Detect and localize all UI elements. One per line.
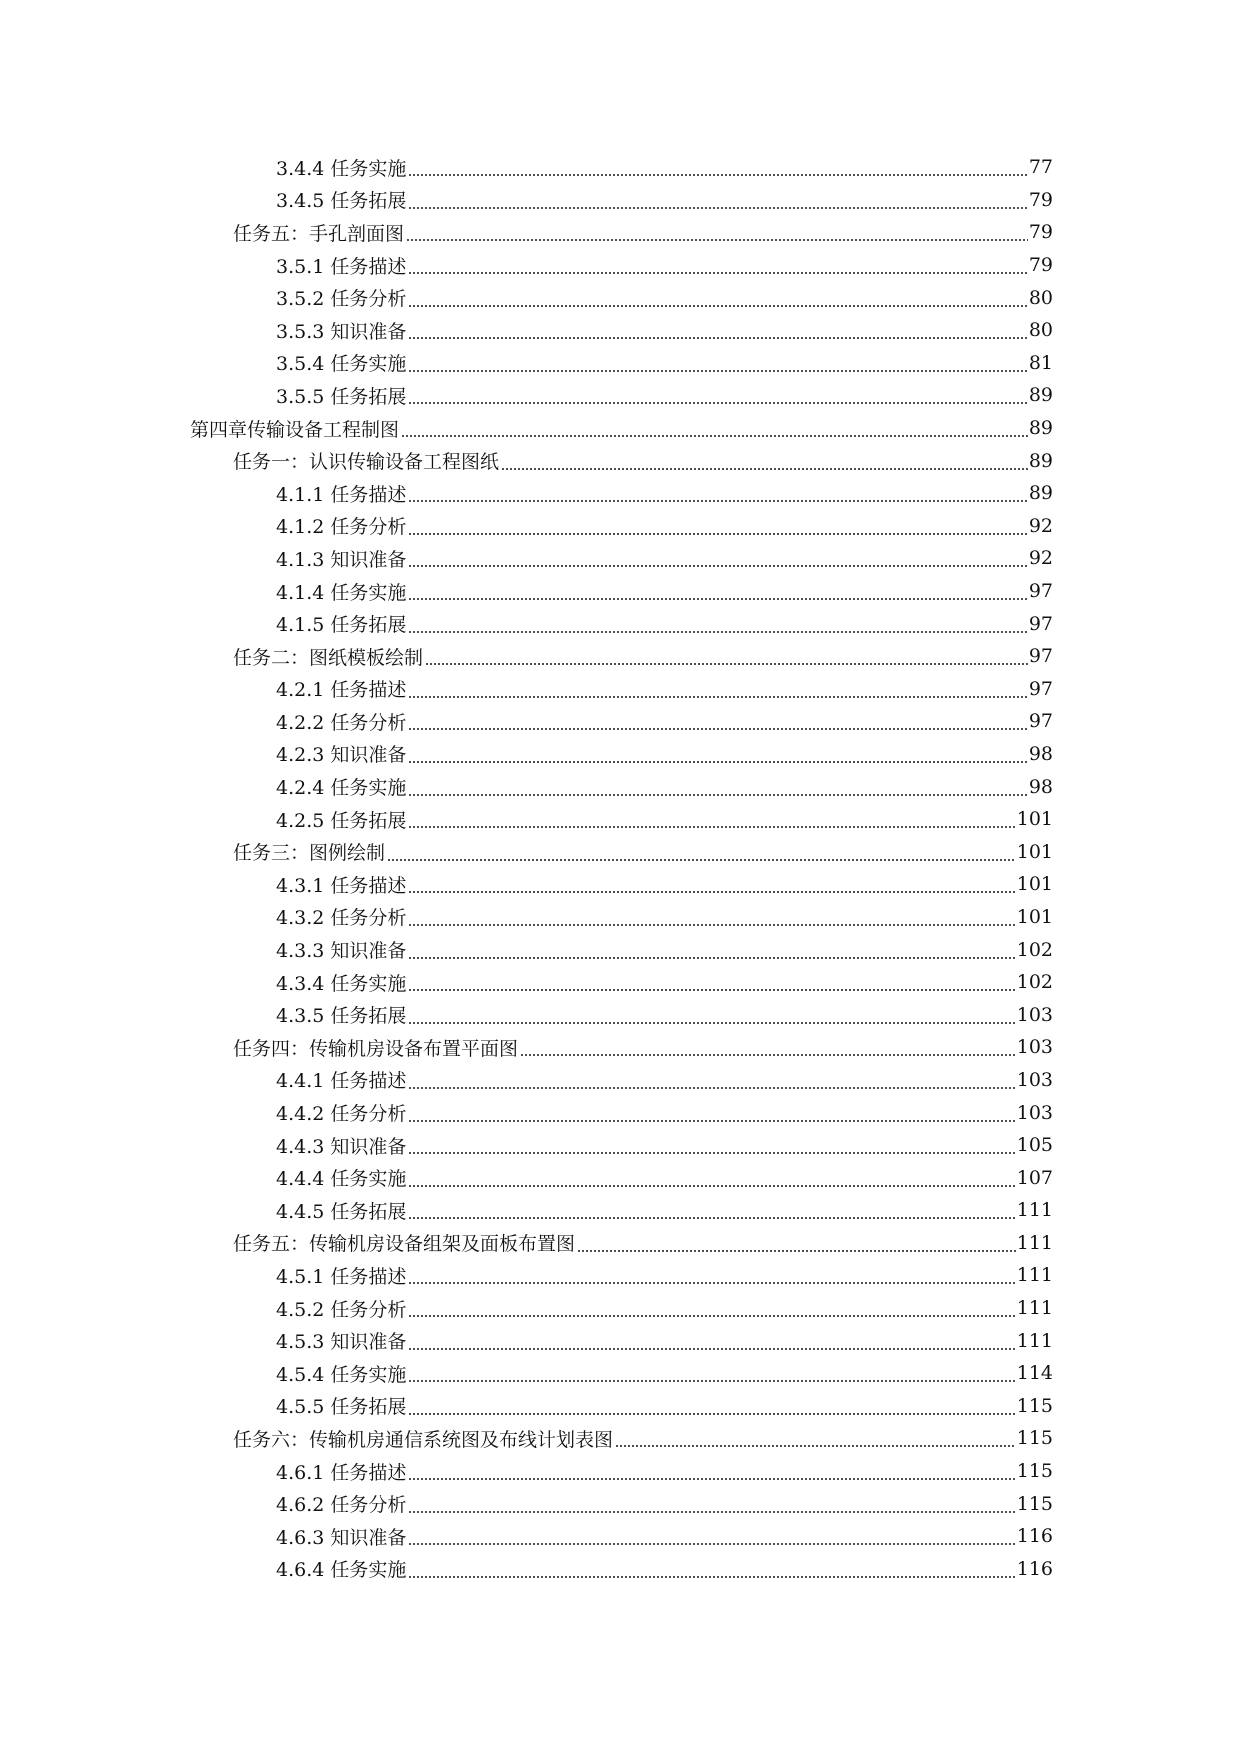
toc-entry[interactable] xyxy=(0,1031,1240,1064)
dot-leader xyxy=(408,971,1015,993)
dot-leader xyxy=(501,450,1028,472)
toc-entry-title: 4.1.2 任务分析 xyxy=(276,512,407,539)
toc-entry[interactable] xyxy=(0,379,1240,412)
toc-entry-page-number: 97 xyxy=(1028,677,1053,700)
dot-leader xyxy=(408,1004,1015,1026)
toc-entry[interactable] xyxy=(0,1129,1240,1162)
toc-entry[interactable] xyxy=(0,1357,1240,1390)
toc-entry[interactable] xyxy=(0,151,1240,184)
toc-entry-page-number: 111 xyxy=(1016,1264,1053,1287)
toc-entry-title: 4.4.1 任务描述 xyxy=(276,1066,407,1093)
toc-entry[interactable] xyxy=(0,1422,1240,1455)
toc-entry-page-number: 97 xyxy=(1028,612,1053,635)
toc-entry[interactable] xyxy=(0,966,1240,999)
toc-entry-page-number: 79 xyxy=(1028,221,1053,244)
toc-entry[interactable] xyxy=(0,542,1240,575)
toc-entry-title: 3.5.3 知识准备 xyxy=(276,317,407,344)
toc-entry[interactable] xyxy=(0,1455,1240,1488)
toc-entry-title: 3.5.4 任务实施 xyxy=(276,349,407,376)
toc-entry[interactable] xyxy=(0,347,1240,380)
toc-entry-page-number: 115 xyxy=(1016,1394,1053,1417)
toc-entry-title: 4.6.4 任务实施 xyxy=(276,1555,407,1582)
toc-entry-page-number: 103 xyxy=(1016,1101,1053,1124)
toc-entry-title: 4.3.5 任务拓展 xyxy=(276,1001,407,1028)
dot-leader xyxy=(408,580,1027,602)
dot-leader xyxy=(408,1069,1015,1091)
dot-leader xyxy=(577,1232,1016,1254)
toc-entry-title: 4.1.4 任务实施 xyxy=(276,578,407,605)
toc-entry-page-number: 97 xyxy=(1028,710,1053,733)
dot-leader xyxy=(408,1362,1015,1384)
toc-entry-title: 4.2.1 任务描述 xyxy=(276,675,407,702)
toc-entry-page-number: 77 xyxy=(1028,156,1053,179)
toc-entry-title: 4.2.4 任务实施 xyxy=(276,773,407,800)
toc-entry-page-number: 97 xyxy=(1028,580,1053,603)
toc-entry-title: 4.4.3 知识准备 xyxy=(276,1132,407,1159)
toc-entry-page-number: 102 xyxy=(1016,938,1053,961)
dot-leader xyxy=(408,873,1015,895)
toc-entry-page-number: 101 xyxy=(1016,873,1053,896)
toc-entry-page-number: 111 xyxy=(1016,1297,1053,1320)
dot-leader xyxy=(408,808,1015,830)
toc-entry-page-number: 103 xyxy=(1016,1003,1053,1026)
toc-entry[interactable] xyxy=(0,1553,1240,1586)
toc-entry-title: 4.6.3 知识准备 xyxy=(276,1523,407,1550)
toc-entry-title: 4.5.3 知识准备 xyxy=(276,1327,407,1354)
toc-entry-title: 任务五：传输机房设备组架及面板布置图 xyxy=(233,1229,576,1256)
toc-entry-page-number: 79 xyxy=(1028,254,1053,277)
toc-entry-page-number: 115 xyxy=(1016,1460,1053,1483)
toc-entry-title: 第四章传输设备工程制图 xyxy=(190,415,400,442)
toc-entry-title: 任务一：认识传输设备工程图纸 xyxy=(233,447,500,474)
toc-entry[interactable] xyxy=(0,1259,1240,1292)
toc-entry-page-number: 101 xyxy=(1016,808,1053,831)
toc-entry-page-number: 102 xyxy=(1016,971,1053,994)
toc-entry-title: 4.2.3 知识准备 xyxy=(276,740,407,767)
toc-entry-page-number: 103 xyxy=(1016,1068,1053,1091)
toc-entry-title: 3.5.5 任务拓展 xyxy=(276,382,407,409)
toc-entry-title: 4.5.4 任务实施 xyxy=(276,1360,407,1387)
toc-entry-page-number: 92 xyxy=(1028,547,1053,570)
toc-entry-title: 4.3.1 任务描述 xyxy=(276,871,407,898)
toc-entry-page-number: 80 xyxy=(1028,319,1053,342)
toc-entry[interactable] xyxy=(0,444,1240,477)
dot-leader xyxy=(408,384,1027,406)
toc-entry-page-number: 114 xyxy=(1016,1362,1053,1385)
toc-entry[interactable] xyxy=(0,1227,1240,1260)
toc-entry[interactable] xyxy=(0,933,1240,966)
toc-entry-page-number: 116 xyxy=(1016,1557,1053,1580)
toc-entry-title: 任务三：图例绘制 xyxy=(233,838,386,865)
dot-leader xyxy=(408,352,1027,374)
toc-entry-page-number: 79 xyxy=(1028,188,1053,211)
toc-entry[interactable] xyxy=(0,1487,1240,1520)
toc-entry-page-number: 80 xyxy=(1028,286,1053,309)
toc-entry-page-number: 89 xyxy=(1028,417,1053,440)
toc-entry[interactable] xyxy=(0,412,1240,445)
dot-leader xyxy=(408,1460,1015,1482)
toc-entry-page-number: 92 xyxy=(1028,514,1053,537)
toc-entry[interactable] xyxy=(0,1390,1240,1423)
toc-entry-page-number: 89 xyxy=(1028,482,1053,505)
toc-entry-title: 3.5.2 任务分析 xyxy=(276,284,407,311)
dot-leader xyxy=(408,287,1027,309)
toc-entry[interactable] xyxy=(0,868,1240,901)
toc-entry[interactable] xyxy=(0,216,1240,249)
toc-entry[interactable] xyxy=(0,835,1240,868)
toc-entry-page-number: 89 xyxy=(1028,449,1053,472)
toc-entry-title: 4.1.5 任务拓展 xyxy=(276,610,407,637)
toc-entry[interactable] xyxy=(0,184,1240,217)
dot-leader xyxy=(408,906,1015,928)
toc-entry[interactable] xyxy=(0,1292,1240,1325)
toc-entry[interactable] xyxy=(0,1324,1240,1357)
toc-entry-page-number: 101 xyxy=(1016,905,1053,928)
toc-entry-title: 4.4.5 任务拓展 xyxy=(276,1197,407,1224)
toc-entry-page-number: 116 xyxy=(1016,1525,1053,1548)
dot-leader xyxy=(408,613,1027,635)
toc-entry[interactable] xyxy=(0,640,1240,673)
toc-entry[interactable] xyxy=(0,738,1240,771)
toc-entry-page-number: 111 xyxy=(1016,1199,1053,1222)
toc-entry-page-number: 97 xyxy=(1028,645,1053,668)
toc-entry-title: 4.2.5 任务拓展 xyxy=(276,806,407,833)
dot-leader xyxy=(406,221,1028,243)
dot-leader xyxy=(408,254,1027,276)
toc-entry-page-number: 98 xyxy=(1028,742,1053,765)
dot-leader xyxy=(387,841,1016,863)
table-of-contents xyxy=(0,151,1240,1585)
dot-leader xyxy=(408,710,1027,732)
toc-entry[interactable] xyxy=(0,477,1240,510)
dot-leader xyxy=(408,1493,1015,1515)
dot-leader xyxy=(408,156,1027,178)
toc-entry-title: 3.4.4 任务实施 xyxy=(276,154,407,181)
toc-entry-title: 任务六：传输机房通信系统图及布线计划表图 xyxy=(233,1425,614,1452)
dot-leader xyxy=(408,1297,1015,1319)
toc-entry[interactable] xyxy=(0,673,1240,706)
dot-leader xyxy=(408,319,1027,341)
toc-entry-title: 4.1.3 知识准备 xyxy=(276,545,407,572)
toc-entry[interactable] xyxy=(0,575,1240,608)
toc-entry[interactable] xyxy=(0,281,1240,314)
toc-entry-page-number: 111 xyxy=(1016,1329,1053,1352)
toc-entry-title: 3.4.5 任务拓展 xyxy=(276,186,407,213)
toc-entry-title: 4.6.1 任务描述 xyxy=(276,1458,407,1485)
toc-entry-title: 4.4.2 任务分析 xyxy=(276,1099,407,1126)
dot-leader xyxy=(401,417,1028,439)
toc-entry-title: 任务四：传输机房设备布置平面图 xyxy=(233,1034,519,1061)
toc-entry-title: 4.5.5 任务拓展 xyxy=(276,1392,407,1419)
toc-entry-title: 3.5.1 任务描述 xyxy=(276,252,407,279)
dot-leader xyxy=(520,1036,1016,1058)
dot-leader xyxy=(408,1525,1015,1547)
dot-leader xyxy=(408,939,1015,961)
dot-leader xyxy=(408,743,1027,765)
dot-leader xyxy=(408,678,1027,700)
toc-entry-title: 4.1.1 任务描述 xyxy=(276,480,407,507)
toc-entry-title: 4.5.2 任务分析 xyxy=(276,1295,407,1322)
dot-leader xyxy=(615,1427,1016,1449)
toc-entry-page-number: 107 xyxy=(1016,1166,1053,1189)
toc-entry-title: 4.3.3 知识准备 xyxy=(276,936,407,963)
toc-entry-page-number: 115 xyxy=(1016,1492,1053,1515)
dot-leader xyxy=(408,776,1027,798)
toc-entry[interactable] xyxy=(0,705,1240,738)
toc-entry-page-number: 98 xyxy=(1028,775,1053,798)
dot-leader xyxy=(408,1167,1015,1189)
toc-entry-title: 任务五：手孔剖面图 xyxy=(233,219,405,246)
toc-entry[interactable] xyxy=(0,249,1240,282)
dot-leader xyxy=(408,1102,1015,1124)
toc-entry[interactable] xyxy=(0,314,1240,347)
toc-entry-page-number: 81 xyxy=(1028,351,1053,374)
dot-leader xyxy=(408,1330,1015,1352)
toc-entry[interactable] xyxy=(0,998,1240,1031)
toc-entry-page-number: 89 xyxy=(1028,384,1053,407)
dot-leader xyxy=(408,1264,1015,1286)
dot-leader xyxy=(425,645,1028,667)
dot-leader xyxy=(408,1199,1015,1221)
toc-entry-title: 4.4.4 任务实施 xyxy=(276,1164,407,1191)
toc-entry[interactable] xyxy=(0,1194,1240,1227)
toc-entry[interactable] xyxy=(0,901,1240,934)
toc-entry[interactable] xyxy=(0,770,1240,803)
toc-entry-title: 4.2.2 任务分析 xyxy=(276,708,407,735)
toc-entry[interactable] xyxy=(0,1064,1240,1097)
toc-entry-page-number: 105 xyxy=(1016,1134,1053,1157)
toc-entry[interactable] xyxy=(0,1161,1240,1194)
dot-leader xyxy=(408,515,1027,537)
dot-leader xyxy=(408,482,1027,504)
toc-entry[interactable] xyxy=(0,803,1240,836)
toc-entry[interactable] xyxy=(0,1096,1240,1129)
toc-entry-title: 4.3.4 任务实施 xyxy=(276,969,407,996)
toc-entry[interactable] xyxy=(0,510,1240,543)
dot-leader xyxy=(408,189,1027,211)
toc-entry-page-number: 115 xyxy=(1016,1427,1053,1450)
toc-entry[interactable] xyxy=(0,607,1240,640)
toc-entry-title: 4.6.2 任务分析 xyxy=(276,1490,407,1517)
toc-entry-page-number: 101 xyxy=(1016,840,1053,863)
dot-leader xyxy=(408,1558,1015,1580)
toc-entry-title: 4.5.1 任务描述 xyxy=(276,1262,407,1289)
toc-entry-title: 4.3.2 任务分析 xyxy=(276,903,407,930)
toc-entry-page-number: 103 xyxy=(1016,1036,1053,1059)
toc-entry-page-number: 111 xyxy=(1016,1231,1053,1254)
dot-leader xyxy=(408,1134,1015,1156)
toc-entry[interactable] xyxy=(0,1520,1240,1553)
toc-entry-title: 任务二：图纸模板绘制 xyxy=(233,643,424,670)
dot-leader xyxy=(408,547,1027,569)
dot-leader xyxy=(408,1395,1015,1417)
